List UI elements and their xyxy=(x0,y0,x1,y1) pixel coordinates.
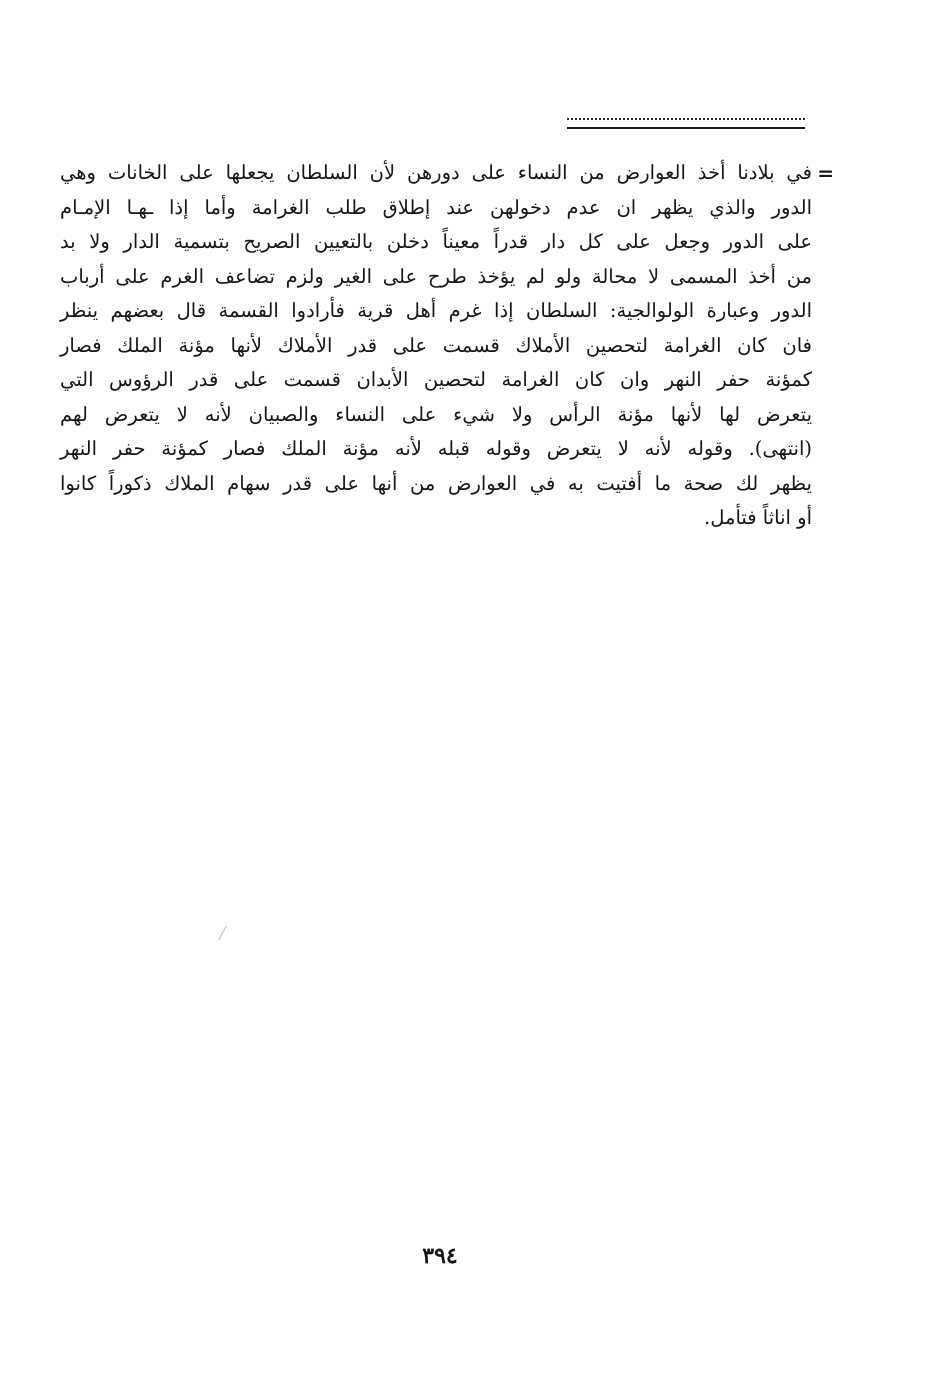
footnote-line: (انتهى). وقوله لأنه لا يتعرض وقوله قبله لأنه مؤنة الملك فصار كمؤنة حفر النهر xyxy=(60,437,812,460)
footnote-line: فان كان الغرامة لتحصين الأملاك قسمت على قدر الأملاك لأنها مؤنة الملك فصار xyxy=(60,333,812,357)
footnote-line: أو اناثاً فتأمل. xyxy=(704,506,812,529)
separator-solid-rule xyxy=(567,127,805,129)
scan-speck xyxy=(218,926,226,941)
footnote-separator xyxy=(567,108,805,134)
separator-dotted-rule xyxy=(567,108,805,120)
footnote-line xyxy=(60,156,834,191)
footnote-text xyxy=(60,156,834,536)
footnote-line-text: في بلادنا أخذ العوارض من النساء على دورهن لأن السلطان يجعلها على الخانات وهي xyxy=(60,161,812,184)
footnote-line: الدور وعبارة الولوالجية: السلطان إذا غرم أهل قرية فأرادوا القسمة قال بعضهم ينظر xyxy=(60,299,812,322)
continuation-mark: = xyxy=(817,161,834,185)
footnote-line: الدور والذي يظهر ان عدم دخولهن عند إطلاق طلب الغرامة وأما إذا ـهـا الإمـام xyxy=(60,195,812,219)
footnote-line: يتعرض لها لأنها مؤنة الرأس ولا شيء على النساء والصبيان لأنه لا يتعرض لهم xyxy=(60,402,812,426)
page-number: ٣٩٤ xyxy=(422,1243,458,1269)
footnote-line: على الدور وجعل على كل دار قدراً معيناً دخلن بالتعيين الصريح بتسمية الدار ولا بد xyxy=(60,230,812,253)
footnote-line: كمؤنة حفر النهر وان كان الغرامة لتحصين الأبدان قسمت على قدر الرؤوس التي xyxy=(60,368,812,391)
footnote-line: يظهر لك صحة ما أفتيت به في العوارض من أنها على قدر سهام الملاك ذكوراً كانوا xyxy=(60,471,812,495)
footnote-line: من أخذ المسمى لا محالة ولو لم يؤخذ طرح على الغير ولزم تضاعف الغرم على أرباب xyxy=(60,264,812,288)
